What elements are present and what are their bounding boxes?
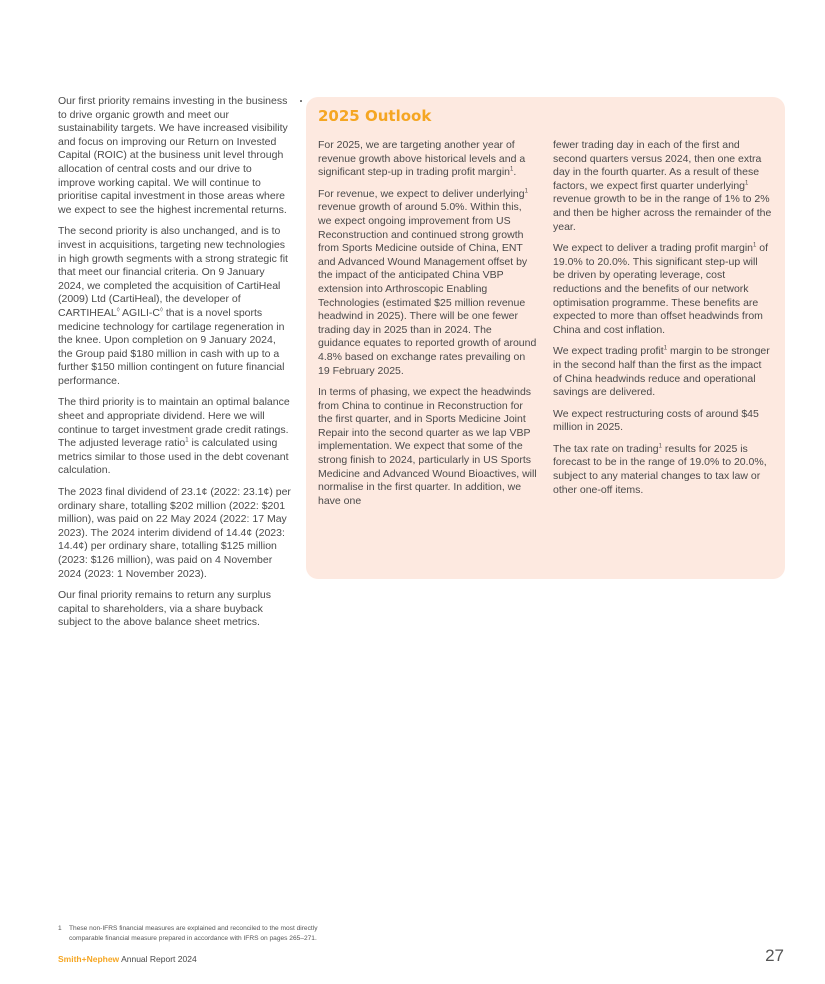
paragraph-surplus-capital: Our final priority remains to return any surplus capital to shareholders, via a share buyback subject to the above balance sheet metrics. (58, 589, 271, 629)
paragraph-organic-growth: Our first priority remains investing in the business to drive organic growth and meet our sustainability targets. We have increased visibility and focus on improving our Return on Invested Capital (ROIC) at the business unit level through allocation of central costs and our drive to improve working capital. We will continue to prioritise capital investment in those areas where we expect to see the highest incremental returns. (58, 95, 288, 216)
outlook-paragraph-targets: For 2025, we are targeting another year of revenue growth above historical levels and a significant step-up in trading profit margin$^1$. (318, 139, 526, 179)
outlook-paragraph-revenue: For revenue, we expect to deliver underlying$^1$ revenue growth of around 5.0%. Within this, we expect ongoing improvement from US Reconstruction and continued strong growth from Sports Medicine outside of China, ENT and Advanced Wound Management offset by the impact of the anticipated China VBP extension into Arthroscopic Enabling Technologies (estimated $25 million revenue headwind in 2025). There will be one fewer trading day in 2025 than in 2024. The guidance equates to reported growth of around 4.8% based on exchange rates prevailing on 19 February 2025. (318, 187, 537, 377)
brand-name: Smith+Nephew (58, 954, 120, 964)
page-number: 27 (765, 946, 784, 965)
footnote-text-2: comparable financial measure prepared in accordance with IFRS on pages 265–271. (69, 934, 317, 942)
report-footer (58, 954, 197, 965)
outlook-column-2 (553, 139, 772, 516)
paragraph-dividend: The 2023 final dividend of 23.1¢ (2022: 23.1¢) per ordinary share, totalling $202 million (2022: $201 million), was paid on 22 May 2024 (2022: 17 May 2023). The 2024 interim dividend of 14.4¢ (2023: 14.4¢) per ordinary share, totalling $125 million (2023: $126 million), was paid on 4 November 2024 (2023: 1 November 2023). (58, 486, 291, 580)
footnote-text-1: These non-IFRS financial measures are explained and reconciled to the most directly (69, 925, 318, 932)
outlook-paragraph-phasing: In terms of phasing, we expect the headwinds from China to continue in Reconstruction for the first quarter, and in Sports Medicine Joint Repair into the second quarter as we lap VBP implementation. We expect that some of the strong finish to 2024, particularly in US Sports Medicine and Advanced Wound Bioactives, will normalise in the first quarter. In addition, we have one (318, 386, 537, 507)
left-column (58, 95, 292, 638)
decorative-dot (300, 100, 302, 102)
report-title: Annual Report 2024 (121, 954, 197, 964)
footnote-line-1 (58, 924, 478, 934)
outlook-paragraph-margin: We expect to deliver a trading profit margin$^1$ of 19.0% to 20.0%. This significant step-up will be driven by operating leverage, cost reductions and the benefits of our network optimisation programme. These benefits are expected to more than offset headwinds from China and cost inflation. (553, 242, 769, 336)
outlook-columns (318, 139, 773, 516)
footnote-number: 1 (58, 925, 62, 932)
outlook-paragraph-restructuring: We expect restructuring costs of around $45 million in 2025. (553, 407, 759, 434)
outlook-panel (306, 97, 785, 579)
paragraph-balance-sheet: The third priority is to maintain an optimal balance sheet and appropriate dividend. Here we will continue to target investment grade credit ratings. The adjusted leverage ratio$^1$ is calculated using metrics similar to those used in the debt covenant calculation. (58, 396, 290, 477)
outlook-column-1 (318, 139, 537, 516)
outlook-paragraph-trading-days: fewer trading day in each of the first and second quarters versus 2024, then one extra day in the fourth quarter. As a result of these factors, we expect first quarter underlying$^1$ revenue growth to be in the range of 1% to 2% and then be higher across the remainder of the year. (553, 139, 772, 233)
outlook-paragraph-tax-rate: The tax rate on trading$^1$ results for 2025 is forecast to be in the range of 19.0% to 20.0%, subject to any material changes to tax law or other one-off items. (553, 442, 767, 496)
outlook-paragraph-second-half: We expect trading profit$^1$ margin to be stronger in the second half than the first as the impact of China headwinds reduce and operational savings are delivered. (553, 345, 770, 399)
paragraph-acquisitions: The second priority is also unchanged, and is to invest in acquisitions, targeting new technologies in high growth segments with a strong strategic fit that meet our financial criteria. On 9 January 2024, we completed the acquisition of CartiHeal (2009) Ltd (CartiHeal), the developer of CARTIHEAL◊ AGILI-C◊ that is a novel sports medicine technology for cartilage regeneration in the knee. Upon completion on 9 January 2024, the Group paid $180 million in cash with up to a further $150 million contingent on future financial performance. (58, 225, 288, 387)
footnote (58, 924, 478, 943)
outlook-title: 2025 Outlook (318, 107, 432, 125)
